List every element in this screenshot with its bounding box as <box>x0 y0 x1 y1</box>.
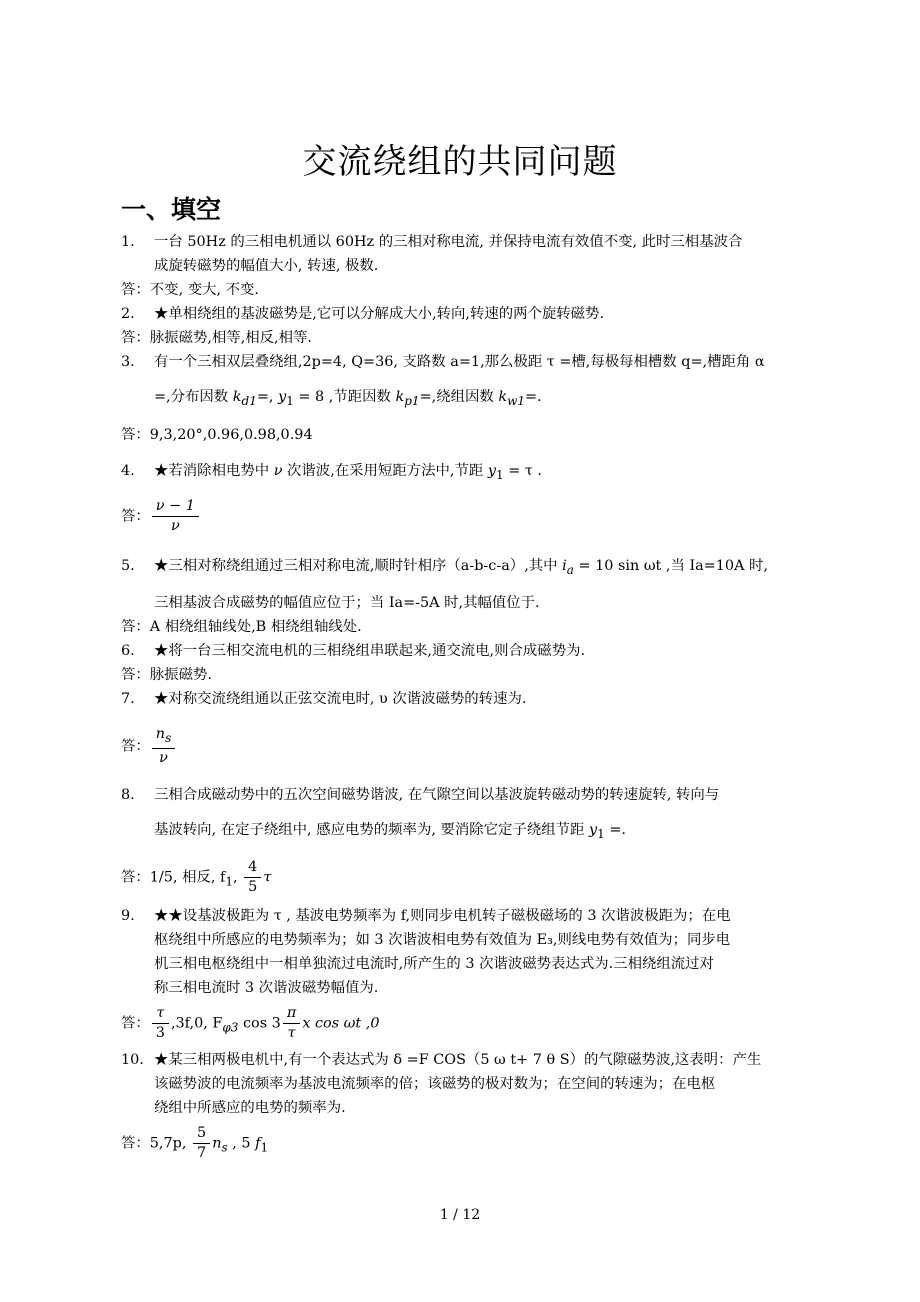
question-9-line-2: 枢绕组中所感应的电势频率为；如 3 次谐波相电势有效值为 E₃,则线电势有效值为；同步电 <box>154 932 731 948</box>
answer-10: 答：5,7p, $\frac{5}{7}$ $n_s$ , 5 $f_1$ <box>121 1125 269 1161</box>
answer-4: 答： $\frac{\nu - 1}{\nu}$ <box>121 497 201 536</box>
question-9-line-4: 称三相电流时 3 次谐波磁势幅值为. <box>154 980 379 996</box>
question-1-number: 1. <box>121 234 135 250</box>
question-7-number: 7. <box>121 691 135 707</box>
question-5-line-2: 三相基波合成磁势的幅值应位于；当 Ia=-5A 时,其幅值位于. <box>154 595 540 611</box>
answer-3: 答：9,3,20°,0.96,0.98,0.94 <box>121 427 313 443</box>
question-5-line-1: ★三相对称绕组通过三相对称电流,顺时针相序（a-b-c-a）,其中 $i_a = 10$ sin ωt ,当 Ia=10A 时, <box>154 558 769 577</box>
question-8-line-2: 基波转向, 在定子绕组中, 感应电势的频率为, 要消除它定子绕组节距 $y_1$ =. <box>154 822 626 841</box>
question-10-line-1: ★某三相两极电机中,有一个表达式为 δ =F COS（5 ω t+ 7 θ S）的气隙磁势波,这表明：产生 <box>154 1052 762 1068</box>
question-5-number: 5. <box>121 558 135 574</box>
answer-6: 答：脉振磁势. <box>121 667 212 683</box>
page-title: 交流绕组的共同问题 <box>302 142 618 182</box>
question-4-line-1: ★若消除相电势中 ν 次谐波,在采用短距方法中,节距 $y_1 = \tau$ . <box>154 463 542 482</box>
question-3-number: 3. <box>121 354 135 370</box>
question-6-number: 6. <box>121 643 135 659</box>
question-8-number: 8. <box>121 787 135 803</box>
question-10-line-2: 该磁势波的电流频率为基波电流频率的倍；该磁势的极对数为；在空间的转速为；在电枢 <box>154 1076 716 1092</box>
answer-1: 答：不变, 变大, 不变. <box>121 282 259 298</box>
answer-7: 答： $\frac{n_s}{\nu}$ <box>121 725 177 768</box>
question-6-line-1: ★将一台三相交流电机的三相绕组串联起来,通交流电,则合成磁势为. <box>154 643 586 659</box>
question-3-line-1: 有一个三相双层叠绕组,2p=4, Q=36, 支路数 a=1,那么极距 τ =槽,每极每相槽数 q=,槽距角 α <box>154 354 765 370</box>
answer-8: 答：1/5, 相反, $f_1$, $\frac{4}{5}$ τ <box>121 859 272 895</box>
question-7-line-1: ★对称交流绕组通以正弦交流电时, υ 次谐波磁势的转速为. <box>154 691 527 707</box>
page-number: 1 / 12 <box>439 1207 481 1223</box>
question-9-line-3: 机三相电枢绕组中一相单独流过电流时,所产生的 3 次谐波磁势表达式为.三相绕组流过对 <box>154 956 714 972</box>
question-8-line-1: 三相合成磁动势中的五次空间磁势谐波, 在气隙空间以基波旋转磁动势的转速旋转, 转向与 <box>154 787 720 803</box>
question-4-number: 4. <box>121 463 135 479</box>
question-9-line-1: ★★设基波极距为 τ , 基波电势频率为 f,则同步电机转子磁极磁场的 3 次谐波极距为；在电 <box>154 908 731 924</box>
question-2-number: 2. <box>121 306 135 322</box>
answer-5: 答：A 相绕组轴线处,B 相绕组轴线处. <box>121 619 362 635</box>
question-3-line-2: =,分布因数 $k_{d1}=$, $y_1 = 8$ ,节距因数 $k_{p1}=$,绕组因数 $k_{w1}=$. <box>154 389 542 408</box>
question-1-line-1: 一台 50Hz 的三相电机通以 60Hz 的三相对称电流, 并保持电流有效值不变, 此时三相基波合 <box>154 234 743 250</box>
question-2-line-1: ★单相绕组的基波磁势是,它可以分解成大小,转向,转速的两个旋转磁势. <box>154 306 605 322</box>
question-10-number: 10. <box>121 1052 144 1068</box>
question-10-line-3: 绕组中所感应的电势的频率为. <box>154 1100 346 1116</box>
answer-2: 答：脉振磁势,相等,相反,相等. <box>121 330 312 346</box>
answer-9: 答： $\frac{\tau}{3}$ ,3f,0, $F_{\varphi 3}$ cos 3 $\frac{\pi}{\tau}$ x cos ωt ,0 <box>121 1005 380 1041</box>
section-heading: 一、填空 <box>121 195 222 224</box>
question-1-line-2: 成旋转磁势的幅值大小, 转速, 极数. <box>154 258 379 274</box>
question-9-number: 9. <box>121 908 135 924</box>
